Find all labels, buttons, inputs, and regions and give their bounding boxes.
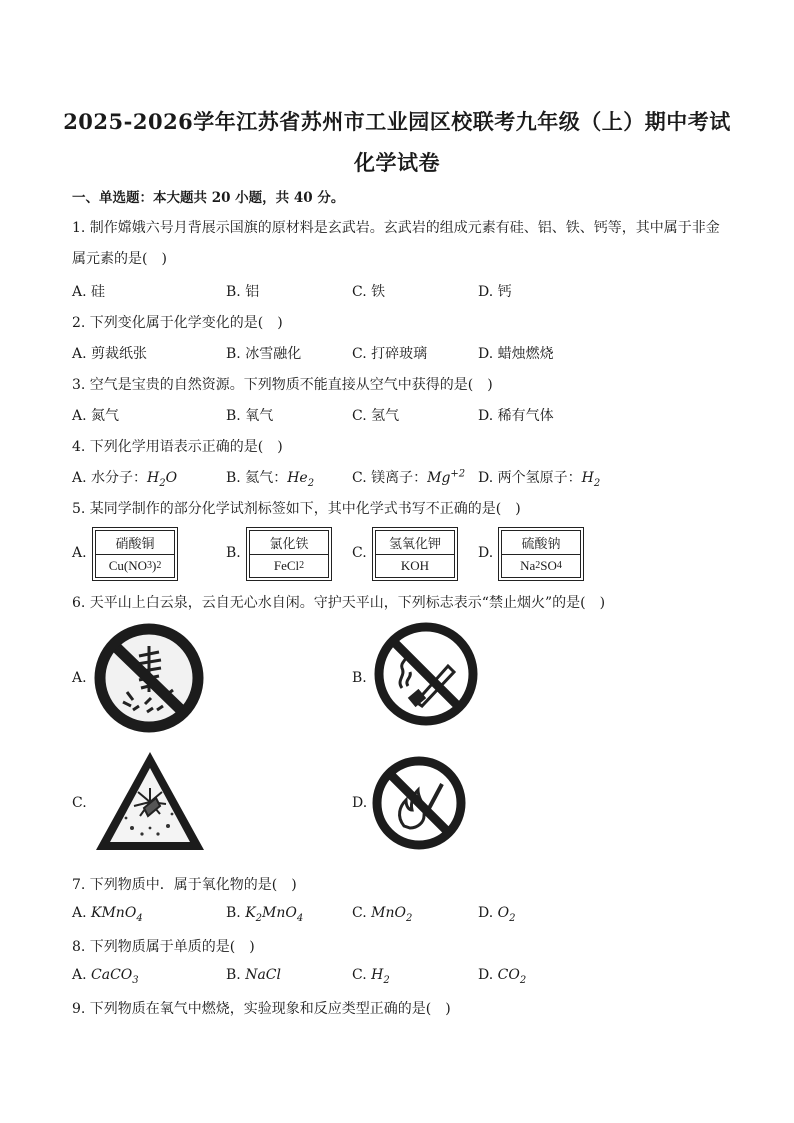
reagent-name-d: 硫酸钠: [502, 531, 580, 555]
q4-option-c: [352, 467, 465, 487]
q4-option-a-formula: $H_2O$: [147, 470, 178, 489]
q7-option-b: B. $K_2MnO_4$: [226, 905, 304, 924]
q1-option-d: D. 钙: [478, 284, 512, 300]
section-heading: 一、单选题：本大题共 20 小题，共 40 分。: [72, 190, 345, 206]
q2-option-b: B. 冰雪融化: [226, 346, 302, 362]
q3-option-b: B. 氧气: [226, 408, 274, 424]
q4-option-a: [72, 467, 177, 489]
q4-option-c-text: C. 镁离子：: [352, 470, 428, 486]
q4-option-b-formula: $He_2$: [287, 470, 315, 489]
q4-option-c-formula: $Mg^{+2}$: [427, 468, 466, 486]
q4-stem: 4. 下列化学用语表示正确的是( ): [72, 439, 283, 455]
no-fire-sign-icon: [370, 754, 468, 852]
exam-title-line1: 2025-2026学年江苏省苏州市工业园区校联考九年级（上）期中考试: [63, 109, 731, 134]
q3-option-d: D. 稀有气体: [478, 408, 554, 424]
q3-option-a: A. 氮气: [72, 408, 120, 424]
reagent-label-b: [246, 527, 332, 581]
q5-option-c: C.: [352, 545, 367, 561]
reagent-formula-b: FeCl 2: [273, 557, 305, 573]
q7-option-a: A. KMnO$_4$: [72, 905, 143, 924]
q6-stem: 6. 天平山上白云泉，云自无心水自闲。守护天平山，下列标志表示“禁止烟火”的是( ): [72, 595, 606, 611]
q2-option-a: A. 剪裁纸张: [72, 346, 148, 362]
q4-option-a-text: A. 水分子：: [72, 470, 148, 486]
q8-stem: 8. 下列物质属于单质的是( ): [72, 939, 255, 955]
q1-option-c: C. 铁: [352, 284, 386, 300]
reagent-formula-c: KOH: [400, 557, 430, 573]
q4-option-b-text: B. 氦气：: [226, 470, 288, 486]
q8-option-b: B. NaCl: [226, 967, 281, 983]
q8-option-a: A. CaCO$_3$: [72, 967, 139, 986]
reagent-label-c: [372, 527, 458, 581]
q3-option-c: C. 氢气: [352, 408, 400, 424]
q4-option-d-text: D. 两个氢原子：: [478, 470, 582, 486]
q3-stem: 3. 空气是宝贵的自然资源。下列物质不能直接从空气中获得的是( ): [72, 377, 493, 393]
reagent-label-d: [498, 527, 584, 581]
reagent-name-a: 硝酸铜: [96, 531, 174, 555]
q8-option-c: C. $H_2$: [352, 967, 390, 986]
q6-option-d: D.: [352, 795, 368, 811]
no-smoking-sign-icon: [372, 620, 480, 728]
q1-option-b: B. 铝: [226, 284, 260, 300]
q5-option-a: A.: [72, 545, 87, 561]
reagent-name-b: 氯化铁: [250, 531, 328, 555]
q5-option-d: D.: [478, 545, 494, 561]
q7-option-c: C. MnO$_2$: [352, 905, 413, 924]
q5-option-b: B.: [226, 545, 241, 561]
q2-option-c: C. 打碎玻璃: [352, 346, 428, 362]
q1-stem-line1: 1. 制作嫦娥六号月背展示国旗的原材料是玄武岩。玄武岩的组成元素有硅、铝、铁、钙等，其中属于非金: [72, 220, 720, 236]
q4-option-d-formula: $H_2$: [581, 470, 601, 489]
q9-stem: 9. 下列物质在氧气中燃烧，实验现象和反应类型正确的是( ): [72, 1001, 451, 1017]
q6-option-b: B.: [352, 670, 367, 686]
reagent-label-a: [92, 527, 178, 581]
q5-stem: 5. 某同学制作的部分化学试剂标签如下，其中化学式书写不正确的是( ): [72, 501, 521, 517]
q6-option-c: C.: [72, 795, 87, 811]
q4-option-d: [478, 467, 600, 489]
q1-option-a: A. 硅: [72, 284, 106, 300]
reagent-name-c: 氢氧化钾: [376, 531, 454, 555]
reagent-formula-d: Na 2 SO 4: [520, 557, 562, 573]
q2-stem: 2. 下列变化属于化学变化的是( ): [72, 315, 283, 331]
q6-option-a: A.: [72, 670, 87, 686]
q7-option-d: D. $O_2$: [478, 905, 516, 924]
q8-option-d: D. $CO_2$: [478, 967, 527, 986]
q7-stem: 7. 下列物质中．属于氧化物的是( ): [72, 877, 297, 893]
q1-stem-line2: 属元素的是( ): [72, 251, 167, 267]
no-fireworks-sign-icon: [93, 622, 205, 734]
q2-option-d: D. 蜡烛燃烧: [478, 346, 554, 362]
q4-option-b: [226, 467, 314, 489]
reagent-formula-a: Cu(NO 3 ) 2: [108, 557, 162, 573]
exam-title-line2: 化学试卷: [354, 150, 440, 175]
explosive-warning-sign-icon: [92, 748, 208, 856]
